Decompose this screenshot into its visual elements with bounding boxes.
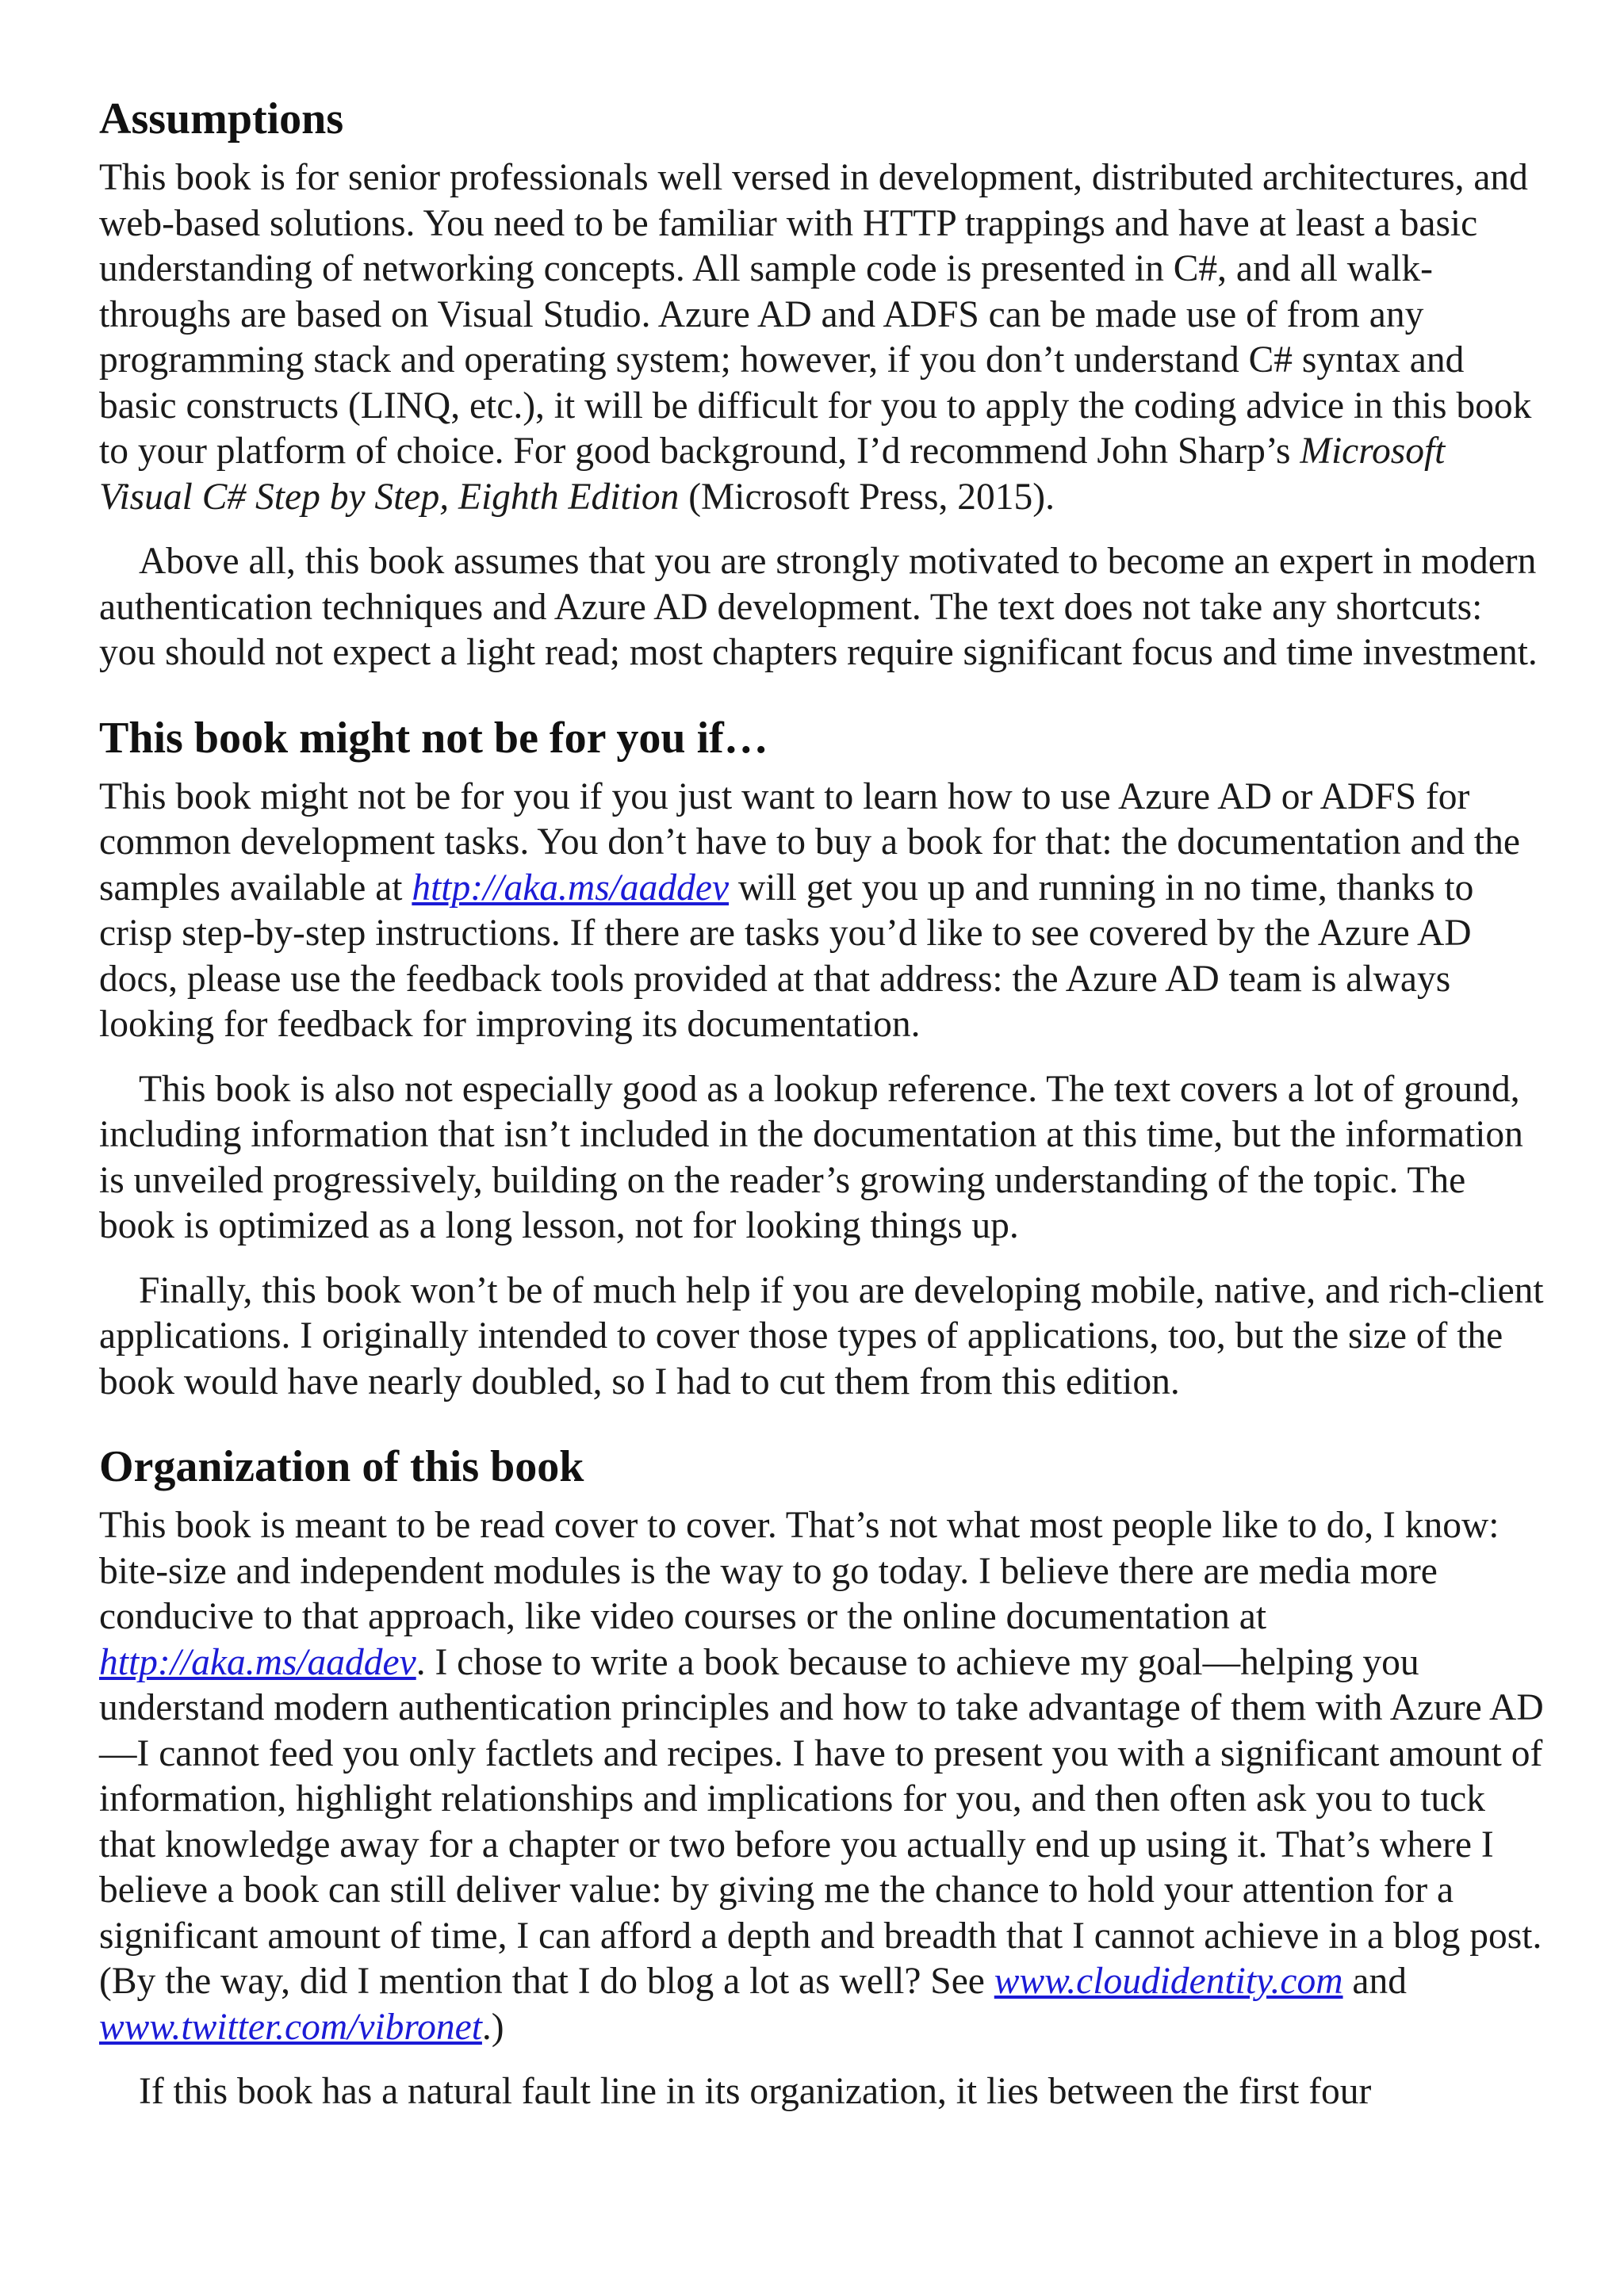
link-aaddev[interactable]: http://aka.ms/aaddev	[412, 867, 730, 909]
paragraph-assumptions-2: Above all, this book assumes that you are strongly motivated to become an expert in modern authentication techniques and Azure AD development. The text does not take any shortcuts: you should not expect a light read; most chapters require significant focus and time investment.	[99, 541, 1538, 673]
paragraph-not-for-you-3: Finally, this book won’t be of much help if you are developing mobile, native, and rich-client applications. I originally intended to cover those types of applications, too, but the size of the book would have nearly doubled, so I had to cut them from this edition.	[99, 1269, 1544, 1402]
paragraph-text: will get you up and running in no time, thanks to crisp step-by-step instructions. If there are tasks you’d like to see covered by the Azure AD docs, please use the feedback tools provided at that address: the Azure AD team is always looking for feedback for improving its documentation.	[99, 867, 1474, 1045]
paragraph-assumptions-1	[99, 155, 1545, 520]
paragraph-text: . I chose to write a book because to achieve my goal—helping you understand modern authentication principles and how to take advantage of them with Azure AD—I cannot feed you only factlets and recipes. I have to present you with a significant amount of information, highlight relationships and implications for you, and then often ask you to tuck that knowledge away for a chapter or two before you actually end up using it. That’s where I believe a book can still deliver value: by giving me the chance to hold your attention for a significant amount of time, I can afford a depth and breadth that I cannot achieve in a blog post. (By the way, did I mention that I do blog a lot as well? See	[99, 1641, 1544, 2002]
paragraph-organization-1	[99, 1503, 1545, 2050]
link-twitter-vibronet[interactable]: www.twitter.com/vibronet	[99, 2006, 482, 2048]
paragraph-not-for-you-2: This book is also not especially good as a lookup reference. The text covers a lot of ground, including information that isn’t included in the documentation at this time, but the information is unveiled progressively, building on the reader’s growing understanding of the topic. The book is optimized as a long lesson, not for looking things up.	[99, 1068, 1523, 1246]
heading-organization: Organization of this book	[99, 1442, 584, 1491]
book-title: Microsoft Visual C# Step by Step, Eighth Edition	[99, 430, 1446, 518]
heading-not-for-you: This book might not be for you if…	[99, 713, 768, 763]
heading-assumptions: Assumptions	[99, 94, 344, 144]
link-aaddev[interactable]: http://aka.ms/aaddev	[99, 1641, 416, 1683]
paragraph-organization-2: If this book has a natural fault line in its organization, it lies between the first four	[139, 2071, 1372, 2112]
paragraph-not-for-you-1	[99, 775, 1545, 1048]
paragraph-text: .)	[481, 2006, 504, 2048]
link-cloudidentity[interactable]: www.cloudidentity.com	[994, 1961, 1343, 2002]
paragraph-text: This book is for senior professionals well versed in development, distributed architectures, and web-based solutions. You need to be familiar with HTTP trappings and have at least a basic understanding of networking concepts. All sample code is presented in C#, and all walk-throughs are based on Visual Studio. Azure AD and ADFS can be made use of from any programming stack and operating system; however, if you don’t understand C# syntax and basic constructs (LINQ, etc.), it will be difficult for you to apply the coding advice in this book to your platform of choice. For good background, I’d recommend John Sharp’s	[99, 157, 1532, 472]
paragraph-text: and	[1342, 1961, 1408, 2002]
paragraph-text: This book is meant to be read cover to cover. That’s not what most people like to do, I know: bite-size and independent modules is the way to go today. I believe there are media more conducive to that approach, like video courses or the online documentation at	[99, 1505, 1500, 1637]
paragraph-text: (Microsoft Press, 2015).	[679, 476, 1055, 518]
paragraph-text: This book might not be for you if you just want to learn how to use Azure AD or ADFS for common development tasks. You don’t have to buy a book for that: the documentation and the samples available at	[99, 775, 1520, 909]
